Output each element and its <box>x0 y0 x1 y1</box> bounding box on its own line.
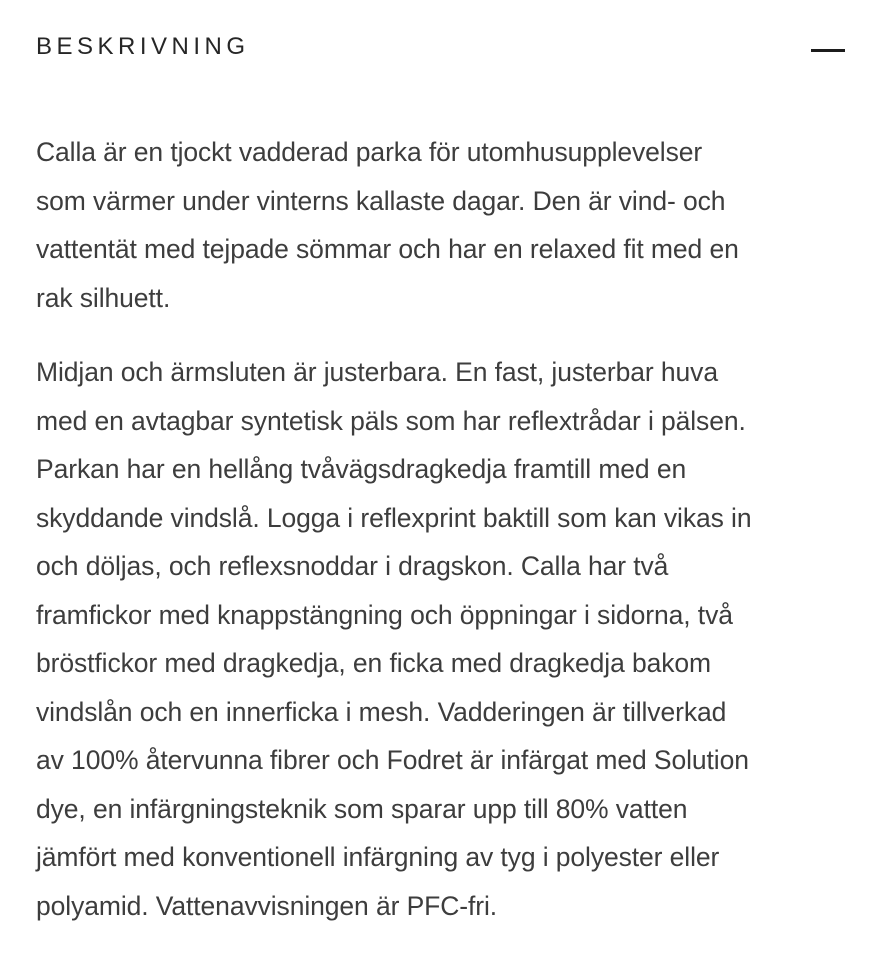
text-line: dye, en infärgningsteknik som sparar upp till 80% vatten <box>36 793 688 824</box>
text-line: polyamid. Vattenavvisningen är PFC-fri. <box>36 890 498 921</box>
text-line: Midjan och ärmsluten är justerbara. En fast, justerbar huva <box>36 357 718 387</box>
section-header[interactable] <box>36 32 847 62</box>
collapse-button[interactable] <box>809 41 847 60</box>
text-line: med en avtagbar syntetisk päls som har reflextrådar i pälsen. <box>36 405 746 436</box>
text-line: vattentät med tejpade sömmar och har en relaxed fit med en <box>36 234 739 264</box>
section-title: BESKRIVNING <box>36 33 250 60</box>
minus-icon <box>811 49 845 52</box>
description-body <box>36 128 889 930</box>
text-line: vindslån och en innerficka i mesh. Vadderingen är tillverkad <box>36 696 727 727</box>
text-line: och döljas, och reflexsnoddar i dragskon. Calla har två <box>36 551 669 581</box>
description-paragraph-1 <box>36 128 889 322</box>
text-line: bröstfickor med dragkedja, en ficka med dragkedja bakom <box>36 648 712 678</box>
text-line: jämfört med konventionell infärgning av tyg i polyester eller <box>36 842 720 872</box>
text-line: av 100% återvunna fibrer och Fodret är infärgat med Solution <box>36 745 749 775</box>
text-line: skyddande vindslå. Logga i reflexprint baktill som kan vikas in <box>36 502 752 533</box>
text-line: rak silhuett. <box>36 282 171 313</box>
description-paragraph-2 <box>36 348 889 930</box>
text-line: framfickor med knappstängning och öppningar i sidorna, två <box>36 599 733 630</box>
text-line: som värmer under vinterns kallaste dagar. Den är vind- och <box>36 185 726 216</box>
text-line: Calla är en tjockt vadderad parka för utomhusupplevelser <box>36 137 703 167</box>
text-line: Parkan har en hellång tvåvägsdragkedja framtill med en <box>36 454 687 484</box>
